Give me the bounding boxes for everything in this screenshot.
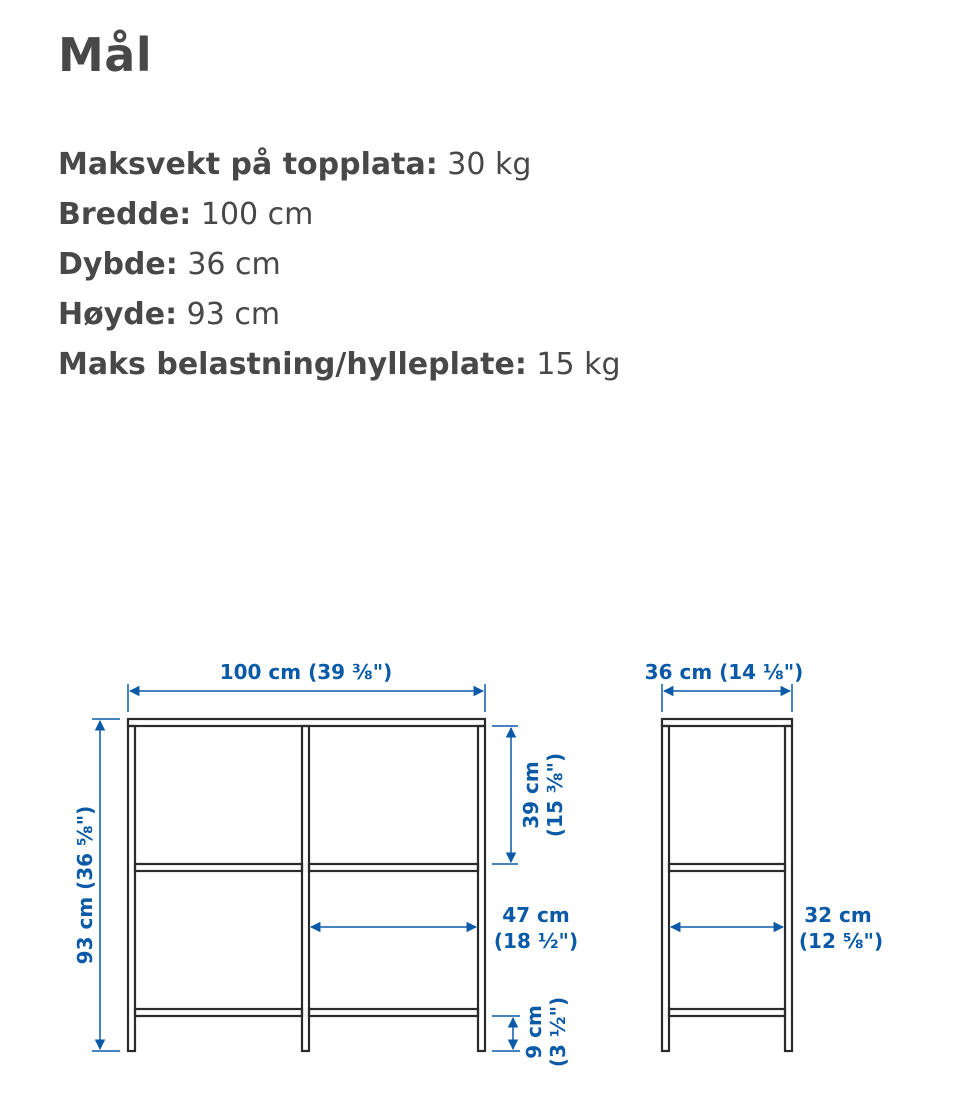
bottom-clearance-in-label: (3 ½") (546, 996, 570, 1068)
spec-value: 100 cm (200, 197, 314, 232)
spec-label: Maksvekt på topplata: (58, 147, 438, 182)
inner-width-cm-label: 47 cm (502, 903, 570, 927)
front-middle-leg (302, 726, 309, 1051)
side-depth-label: 36 cm (14 ⅛") (644, 660, 804, 684)
upper-compartment-in-label: (15 ⅜") (543, 752, 567, 838)
inner-width-in-label: (18 ½") (493, 929, 579, 953)
upper-compartment-cm-label: 39 cm (519, 761, 543, 829)
front-height-label: 93 cm (36 ⅝") (73, 805, 97, 965)
bottom-clearance-cm-label: 9 cm (522, 1005, 546, 1059)
front-width-label: 100 cm (39 ⅜") (219, 660, 393, 684)
side-top-board (662, 719, 792, 726)
front-right-leg (478, 726, 485, 1051)
spec-value: 93 cm (186, 297, 281, 332)
spec-label: Dybde: (58, 247, 178, 282)
side-bottom-shelf (669, 1009, 785, 1016)
front-middle-shelf (135, 864, 302, 871)
front-bottom-shelf (135, 1009, 302, 1016)
spec-value: 30 kg (447, 147, 532, 182)
spec-value: 15 kg (536, 347, 621, 382)
side-view (662, 719, 792, 1051)
front-view (128, 719, 485, 1051)
side-front-leg (662, 726, 669, 1051)
spec-label: Høyde: (58, 297, 178, 332)
front-middle-shelf (309, 864, 478, 871)
side-middle-shelf (669, 864, 785, 871)
front-bottom-shelf (309, 1009, 478, 1016)
spec-label: Maks belastning/hylleplate: (58, 347, 527, 382)
front-dimensions (92, 684, 520, 1051)
side-back-leg (785, 726, 792, 1051)
inner-depth-in-label: (12 ⅝") (798, 929, 884, 953)
front-left-leg (128, 726, 135, 1051)
inner-depth-cm-label: 32 cm (804, 903, 872, 927)
spec-label: Bredde: (58, 197, 192, 232)
page-title: Mål (58, 28, 153, 82)
spec-value: 36 cm (187, 247, 281, 282)
